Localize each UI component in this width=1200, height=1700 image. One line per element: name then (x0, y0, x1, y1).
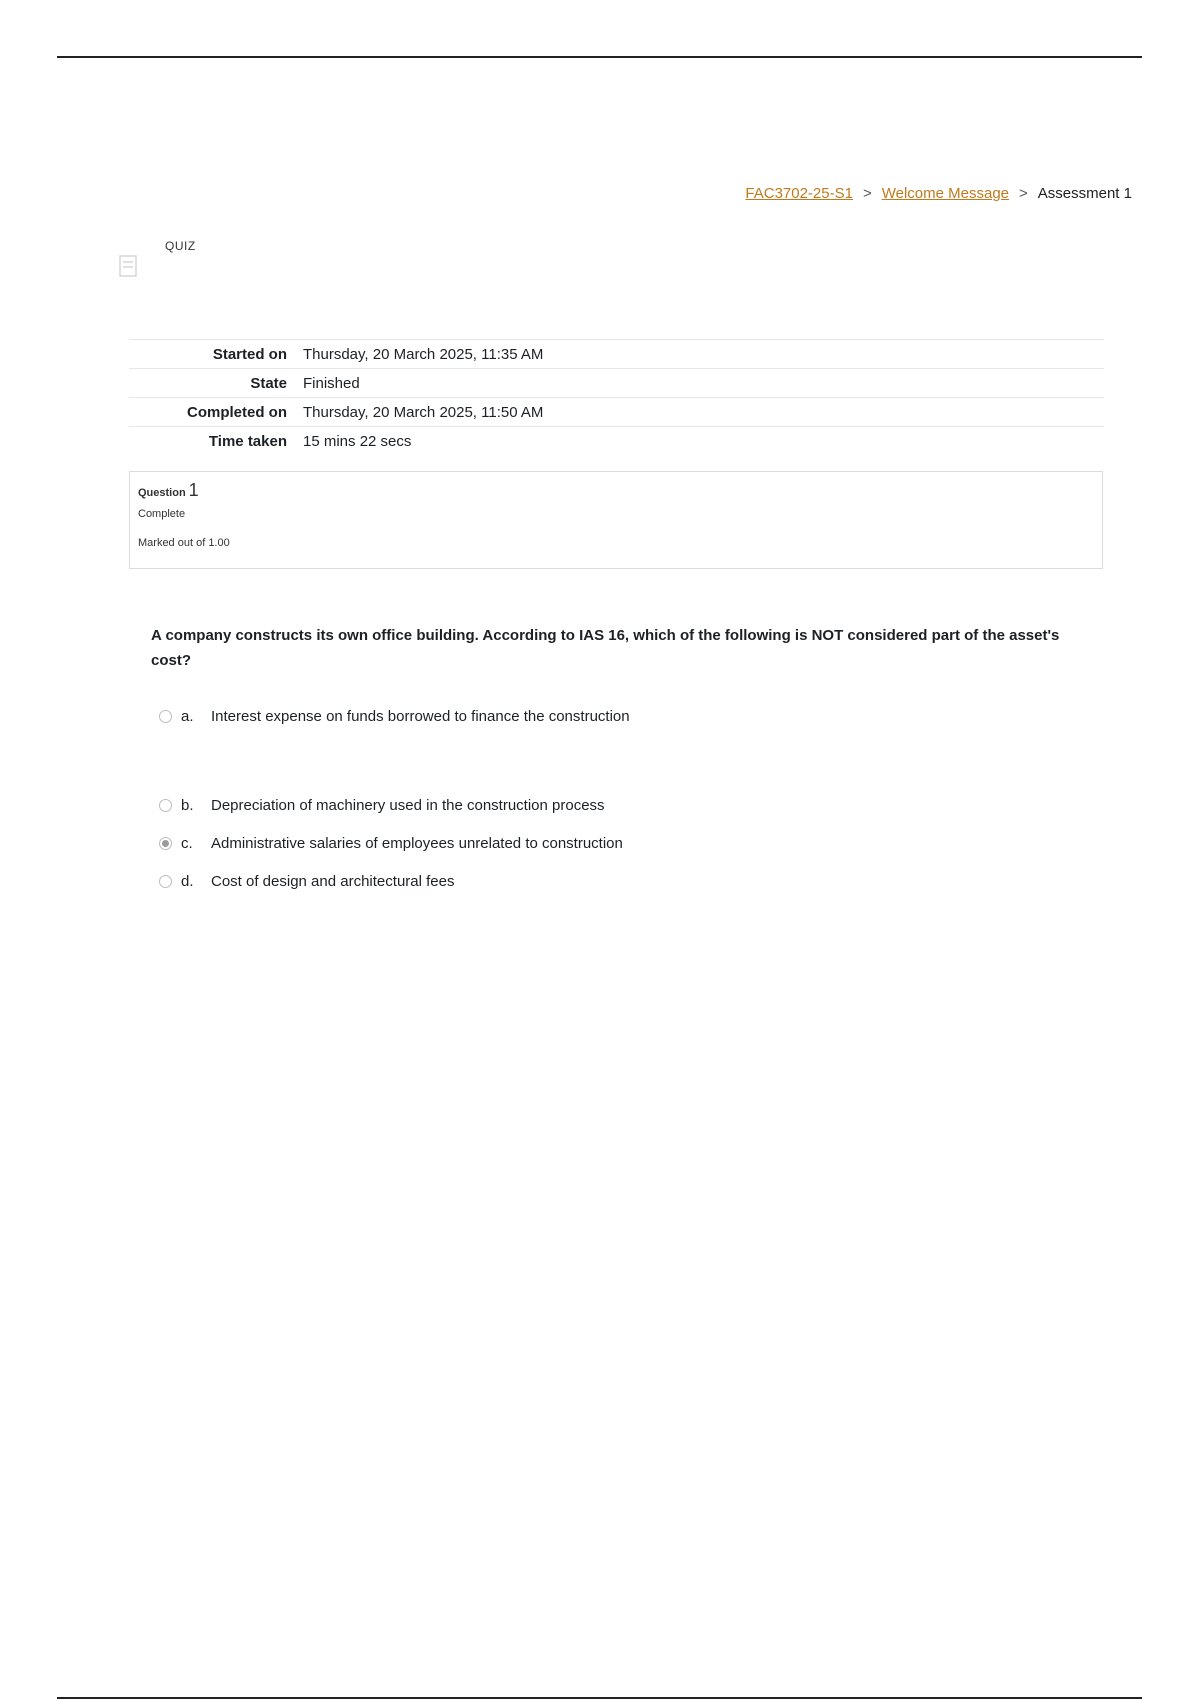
summary-value: Thursday, 20 March 2025, 11:35 AM (303, 345, 544, 363)
summary-value: Finished (303, 374, 360, 392)
page-top-rule (57, 56, 1142, 58)
question-grade: Marked out of 1.00 (138, 537, 230, 549)
question-text: A company constructs its own office building. According to IAS 16, which of the following is NOT considered part of the asset's cost? (151, 627, 1060, 669)
radio-button[interactable] (159, 875, 172, 888)
summary-label: Started on (212, 345, 287, 363)
chevron-right-icon: > (1019, 185, 1028, 202)
radio-button[interactable] (159, 710, 172, 723)
answer-option-a[interactable] (159, 708, 630, 725)
summary-value: 15 mins 22 secs (303, 432, 412, 450)
breadcrumb-course-link[interactable]: FAC3702-25-S1 (745, 185, 853, 202)
summary-row (129, 340, 1104, 369)
summary-row (129, 427, 1104, 456)
page-bottom-rule (57, 1697, 1142, 1699)
summary-value: Thursday, 20 March 2025, 11:50 AM (303, 403, 544, 421)
question-label: Question (138, 487, 186, 499)
answer-letter: c. (181, 835, 193, 852)
breadcrumb (745, 185, 1132, 202)
chevron-right-icon: > (862, 185, 872, 202)
answer-text: Interest expense on funds borrowed to finance the construction (211, 708, 630, 725)
answer-option-d[interactable] (159, 873, 454, 890)
answer-letter: d. (181, 873, 194, 890)
breadcrumb-section-link[interactable]: Welcome Message (881, 185, 1010, 202)
summary-label: Time taken (208, 432, 287, 450)
answer-text: Cost of design and architectural fees (211, 873, 455, 890)
question-number-value: 1 (188, 480, 199, 500)
question-state: Complete (138, 508, 186, 520)
answer-text: Depreciation of machinery used in the construction process (211, 797, 605, 814)
question-info-box (129, 471, 1103, 569)
radio-button[interactable] (159, 799, 172, 812)
summary-row (129, 369, 1104, 398)
summary-row (129, 398, 1104, 427)
answer-letter: b. (181, 797, 194, 814)
breadcrumb-current: Assessment 1 (1037, 185, 1132, 202)
answer-letter: a. (181, 708, 194, 725)
question-number (138, 480, 1094, 501)
quiz-icon (118, 254, 140, 278)
summary-label: Completed on (187, 403, 287, 421)
attempt-summary-table (129, 339, 1104, 455)
answer-text: Administrative salaries of employees unrelated to construction (211, 835, 623, 852)
radio-button-selected[interactable] (159, 837, 172, 850)
summary-label: State (250, 374, 287, 392)
answer-option-b[interactable] (159, 797, 605, 814)
activity-type-label: QUIZ (165, 239, 196, 253)
answer-option-c[interactable] (159, 835, 623, 852)
